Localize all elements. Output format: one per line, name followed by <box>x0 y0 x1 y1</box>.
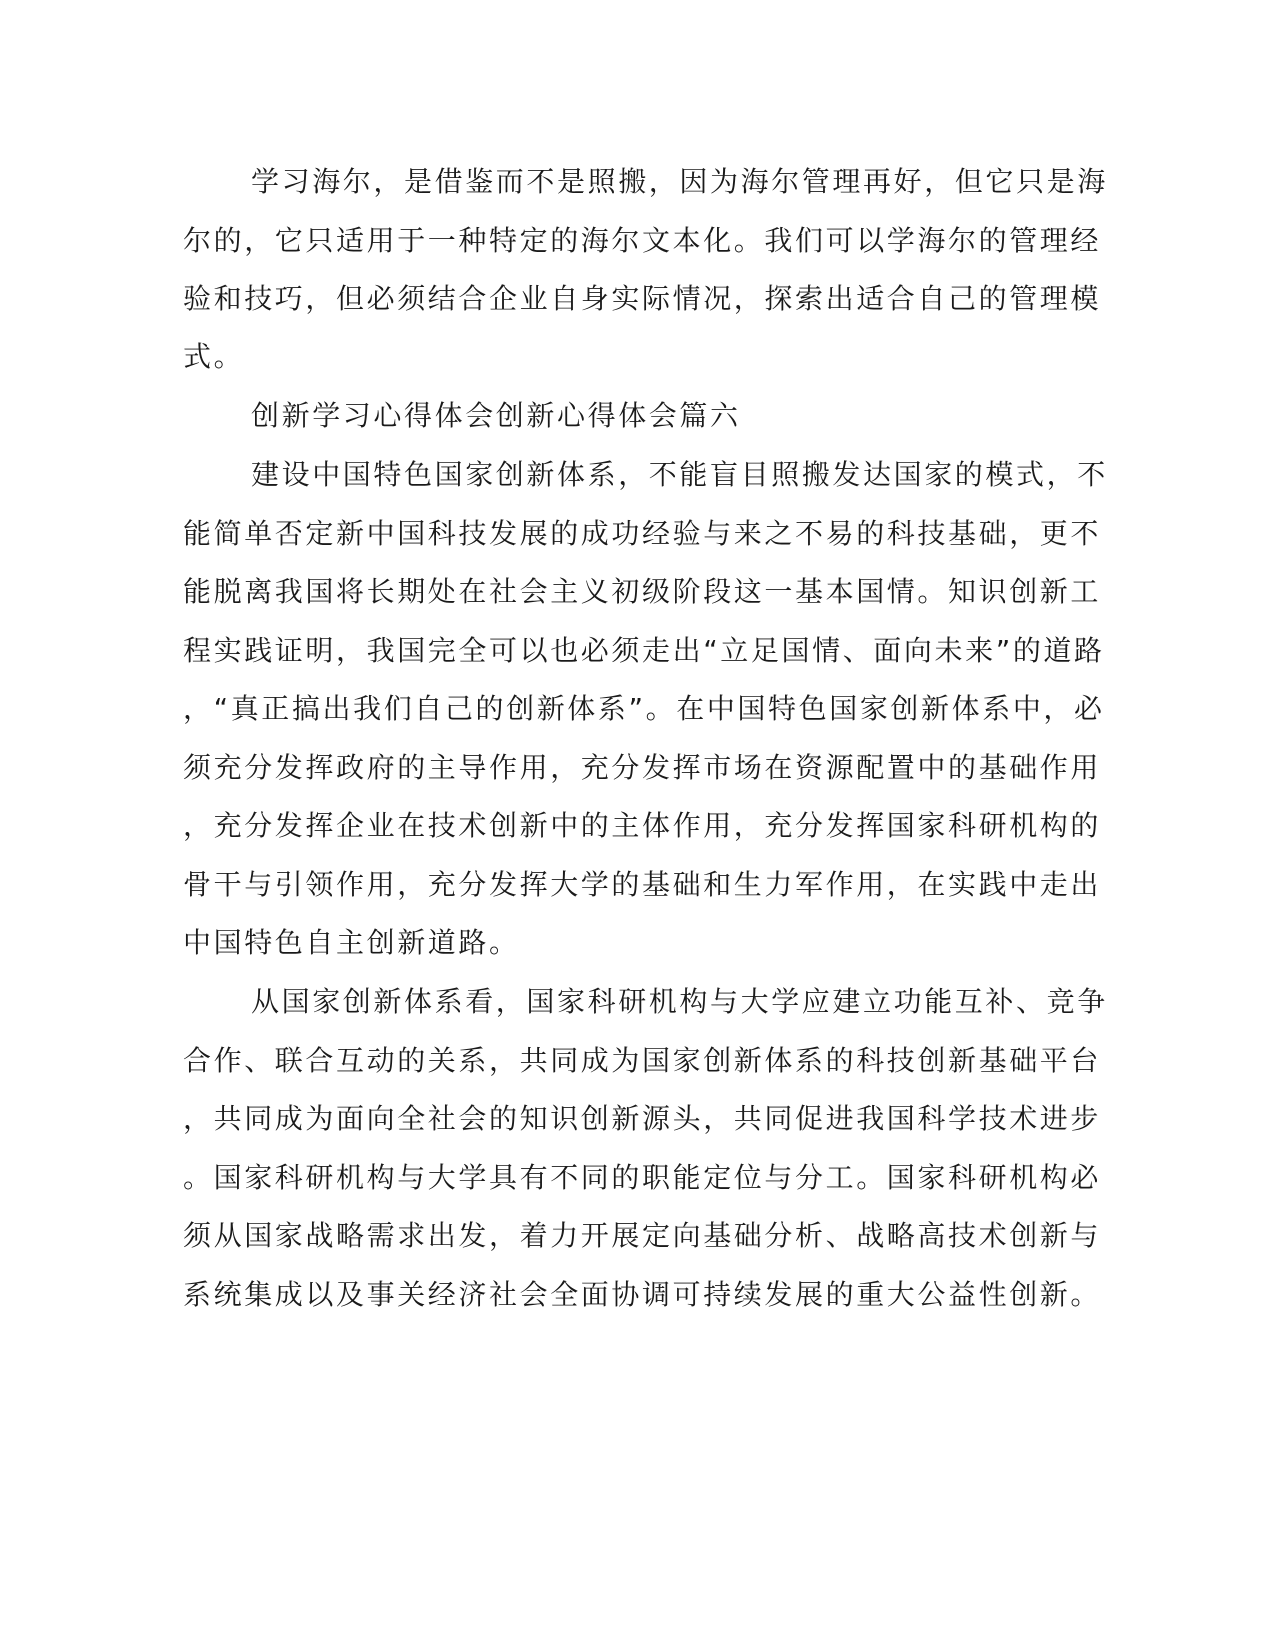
paragraph-3-line-9: 中国特色自主创新道路。 <box>183 926 520 959</box>
paragraph-1-line-1: 学习海尔，是借鉴而不是照搬，因为海尔管理再好，但它只是海 <box>251 165 1108 198</box>
paragraph-3-line-4: 程实践证明，我国完全可以也必须走出“立足国情、面向未来”的道路 <box>183 634 1105 667</box>
paragraph-4-line-2: 合作、联合互动的关系，共同成为国家创新体系的科技创新基础平台 <box>183 1044 1102 1077</box>
paragraph-4-line-5: 须从国家战略需求出发，着力开展定向基础分析、战略高技术创新与 <box>183 1219 1102 1252</box>
paragraph-3-line-2: 能简单否定新中国科技发展的成功经验与来之不易的科技基础，更不 <box>183 517 1102 550</box>
paragraph-4-line-1: 从国家创新体系看，国家科研机构与大学应建立功能互补、竞争 <box>251 985 1108 1018</box>
paragraph-3-line-8: 骨干与引领作用，充分发挥大学的基础和生力军作用，在实践中走出 <box>183 868 1102 901</box>
paragraph-4-line-3: ，共同成为面向全社会的知识创新源头，共同促进我国科学技术进步 <box>183 1102 1102 1135</box>
paragraph-3-line-7: ，充分发挥企业在技术创新中的主体作用，充分发挥国家科研机构的 <box>183 809 1102 842</box>
paragraph-1-line-4: 式。 <box>183 340 245 373</box>
paragraph-1-line-2: 尔的，它只适用于一种特定的海尔文本化。我们可以学海尔的管理经 <box>183 224 1102 257</box>
section-heading: 创新学习心得体会创新心得体会篇六 <box>251 399 741 432</box>
paragraph-4-line-4: 。国家科研机构与大学具有不同的职能定位与分工。国家科研机构必 <box>183 1161 1102 1194</box>
paragraph-3-line-6: 须充分发挥政府的主导作用，充分发挥市场在资源配置中的基础作用 <box>183 751 1102 784</box>
paragraph-3-line-1: 建设中国特色国家创新体系，不能盲目照搬发达国家的模式，不 <box>251 458 1108 491</box>
paragraph-3-line-5: ，“真正搞出我们自己的创新体系”。在中国特色国家创新体系中，必 <box>183 692 1105 725</box>
paragraph-4-line-6: 系统集成以及事关经济社会全面协调可持续发展的重大公益性创新。 <box>183 1278 1102 1311</box>
paragraph-3-line-3: 能脱离我国将长期处在社会主义初级阶段这一基本国情。知识创新工 <box>183 575 1102 608</box>
paragraph-1-line-3: 验和技巧，但必须结合企业自身实际情况，探索出适合自己的管理模 <box>183 282 1102 315</box>
